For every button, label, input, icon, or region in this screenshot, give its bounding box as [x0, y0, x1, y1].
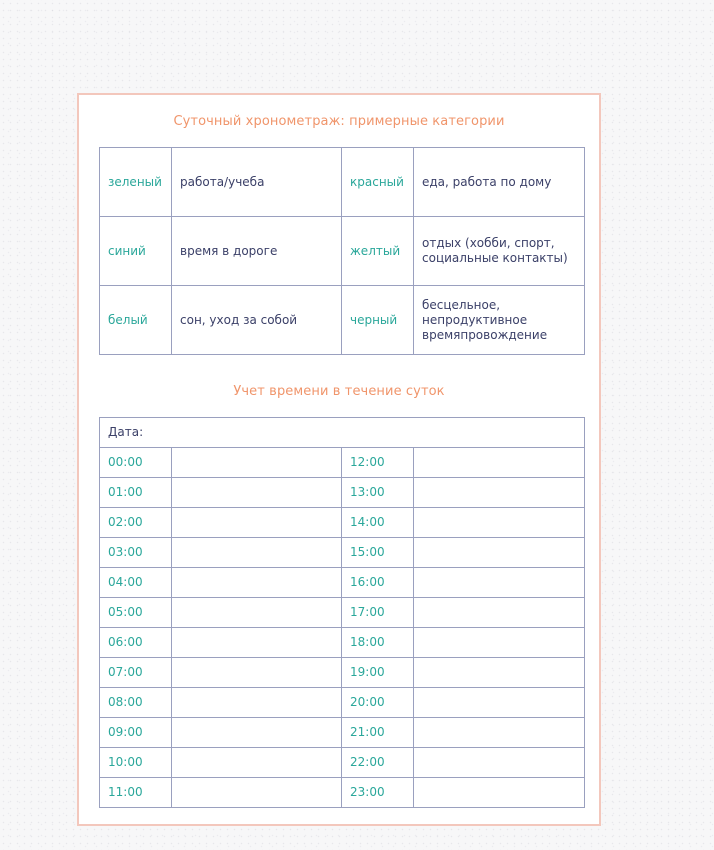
category-color: красный [342, 148, 414, 217]
hour-entry[interactable] [414, 658, 585, 688]
hour-label: 21:00 [342, 718, 414, 748]
worksheet-card [77, 93, 601, 826]
hour-label: 08:00 [100, 688, 172, 718]
hour-entry[interactable] [414, 628, 585, 658]
table-row [100, 628, 585, 658]
hour-entry[interactable] [172, 718, 342, 748]
hour-entry[interactable] [414, 748, 585, 778]
table-row [100, 508, 585, 538]
hour-entry[interactable] [414, 778, 585, 808]
hour-label: 02:00 [100, 508, 172, 538]
hour-label: 04:00 [100, 568, 172, 598]
hour-label: 17:00 [342, 598, 414, 628]
table-row [100, 478, 585, 508]
hour-label: 14:00 [342, 508, 414, 538]
time-log-table [99, 417, 585, 808]
hour-label: 12:00 [342, 448, 414, 478]
hour-label: 03:00 [100, 538, 172, 568]
hour-entry[interactable] [414, 598, 585, 628]
hour-label: 10:00 [100, 748, 172, 778]
time-log-title: Учет времени в течение суток [233, 384, 445, 399]
hour-label: 06:00 [100, 628, 172, 658]
hour-entry[interactable] [414, 538, 585, 568]
table-row [100, 598, 585, 628]
hour-label: 15:00 [342, 538, 414, 568]
hour-label: 05:00 [100, 598, 172, 628]
category-color: зеленый [100, 148, 172, 217]
hour-label: 19:00 [342, 658, 414, 688]
hour-entry[interactable] [172, 508, 342, 538]
hour-entry[interactable] [172, 658, 342, 688]
hour-label: 09:00 [100, 718, 172, 748]
table-row [100, 688, 585, 718]
hour-label: 01:00 [100, 478, 172, 508]
table-row [100, 286, 585, 355]
hour-entry[interactable] [414, 508, 585, 538]
hour-entry[interactable] [414, 568, 585, 598]
category-description: работа/учеба [172, 148, 342, 217]
table-row [100, 538, 585, 568]
category-color: белый [100, 286, 172, 355]
category-description: еда, работа по дому [414, 148, 585, 217]
hour-entry[interactable] [172, 628, 342, 658]
categories-table [99, 147, 585, 355]
hour-entry[interactable] [414, 478, 585, 508]
hour-entry[interactable] [172, 598, 342, 628]
hour-label: 20:00 [342, 688, 414, 718]
hour-label: 23:00 [342, 778, 414, 808]
categories-title: Суточный хронометраж: примерные категории [173, 114, 505, 129]
category-color: синий [100, 217, 172, 286]
category-color: желтый [342, 217, 414, 286]
hour-entry[interactable] [172, 748, 342, 778]
category-description: отдых (хобби, спорт, социальные контакты) [414, 217, 585, 286]
category-description: время в дороге [172, 217, 342, 286]
table-row [100, 568, 585, 598]
table-row [100, 658, 585, 688]
hour-label: 07:00 [100, 658, 172, 688]
date-row [100, 418, 585, 448]
table-row [100, 778, 585, 808]
hour-entry[interactable] [172, 478, 342, 508]
category-description: сон, уход за собой [172, 286, 342, 355]
hour-entry[interactable] [414, 448, 585, 478]
date-label: Дата: [108, 425, 144, 439]
hour-entry[interactable] [172, 778, 342, 808]
hour-entry[interactable] [172, 538, 342, 568]
table-row [100, 748, 585, 778]
hour-label: 00:00 [100, 448, 172, 478]
hour-entry[interactable] [414, 718, 585, 748]
table-row [100, 217, 585, 286]
hour-entry[interactable] [172, 448, 342, 478]
hour-entry[interactable] [172, 568, 342, 598]
hour-label: 18:00 [342, 628, 414, 658]
table-row [100, 448, 585, 478]
table-row [100, 148, 585, 217]
hour-label: 11:00 [100, 778, 172, 808]
hour-entry[interactable] [414, 688, 585, 718]
date-field[interactable] [100, 418, 585, 448]
hour-label: 13:00 [342, 478, 414, 508]
hour-label: 22:00 [342, 748, 414, 778]
category-color: черный [342, 286, 414, 355]
hour-label: 16:00 [342, 568, 414, 598]
table-row [100, 718, 585, 748]
category-description: бесцельное, непродуктивное времяпровождение [414, 286, 585, 355]
hour-entry[interactable] [172, 688, 342, 718]
